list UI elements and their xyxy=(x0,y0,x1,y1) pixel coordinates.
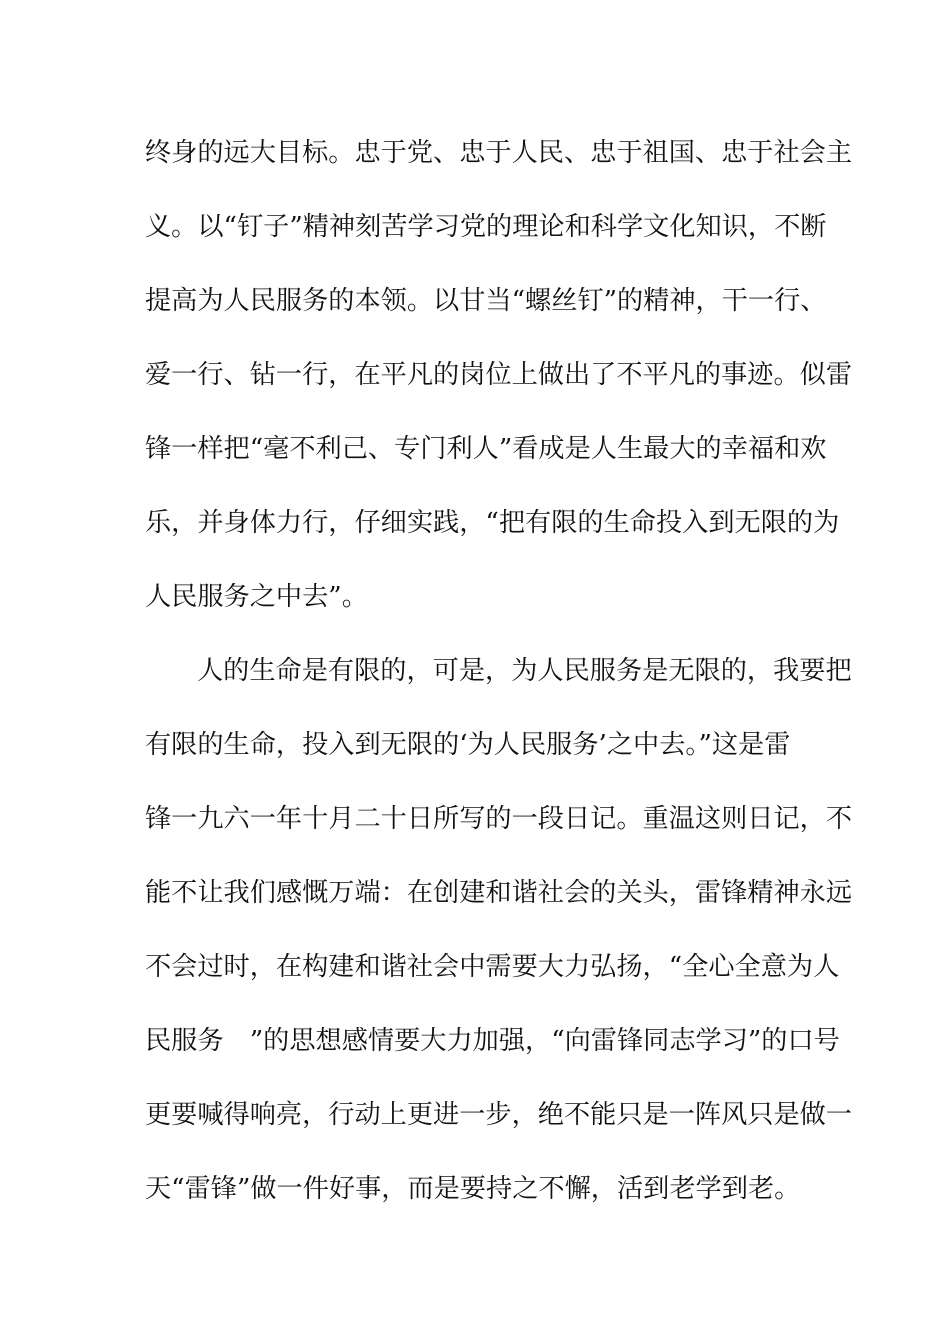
text-line: 锋一样把“毫不利己、专门利人”看成是人生最大的幸福和欢 xyxy=(145,434,827,464)
text-line: 乐，并身体力行，仔细实践，“把有限的生命投入到无限的为 xyxy=(145,508,840,538)
paragraph-first-line: 人的生命是有限的，可是，为人民服务是无限的，我要把 xyxy=(197,656,852,686)
text-line: 天“雷锋”做一件好事，而是要持之不懈，活到老学到老。 xyxy=(145,1174,801,1204)
text-line: 爱一行、钻一行，在平凡的岗位上做出了不平凡的事迹。似雷 xyxy=(145,360,853,390)
text-line: 终身的远大目标。忠于党、忠于人民、忠于祖国、忠于社会主 xyxy=(145,138,853,168)
text-line: 更要喊得响亮，行动上更进一步，绝不能只是一阵风只是做一 xyxy=(145,1100,853,1130)
text-line: 义。以“钉子”精神刻苦学习党的理论和科学文化知识，不断 xyxy=(145,212,827,242)
text-line: 有限的生命，投入到无限的‘为人民服务’之中去。”这是雷 xyxy=(145,730,791,760)
text-line: 提高为人民服务的本领。以甘当“螺丝钉”的精神，干一行、 xyxy=(145,286,827,316)
text-line: 民服务 ”的思想感情要大力加强，“向雷锋同志学习”的口号 xyxy=(145,1026,840,1056)
text-line: 能不让我们感慨万端：在创建和谐社会的关头，雷锋精神永远 xyxy=(145,878,853,908)
text-line: 锋一九六一年十月二十日所写的一段日记。重温这则日记，不 xyxy=(145,804,853,834)
text-line: 人民服务之中去”。 xyxy=(145,582,368,612)
text-line: 不会过时，在构建和谐社会中需要大力弘扬，“全心全意为人 xyxy=(145,952,840,982)
